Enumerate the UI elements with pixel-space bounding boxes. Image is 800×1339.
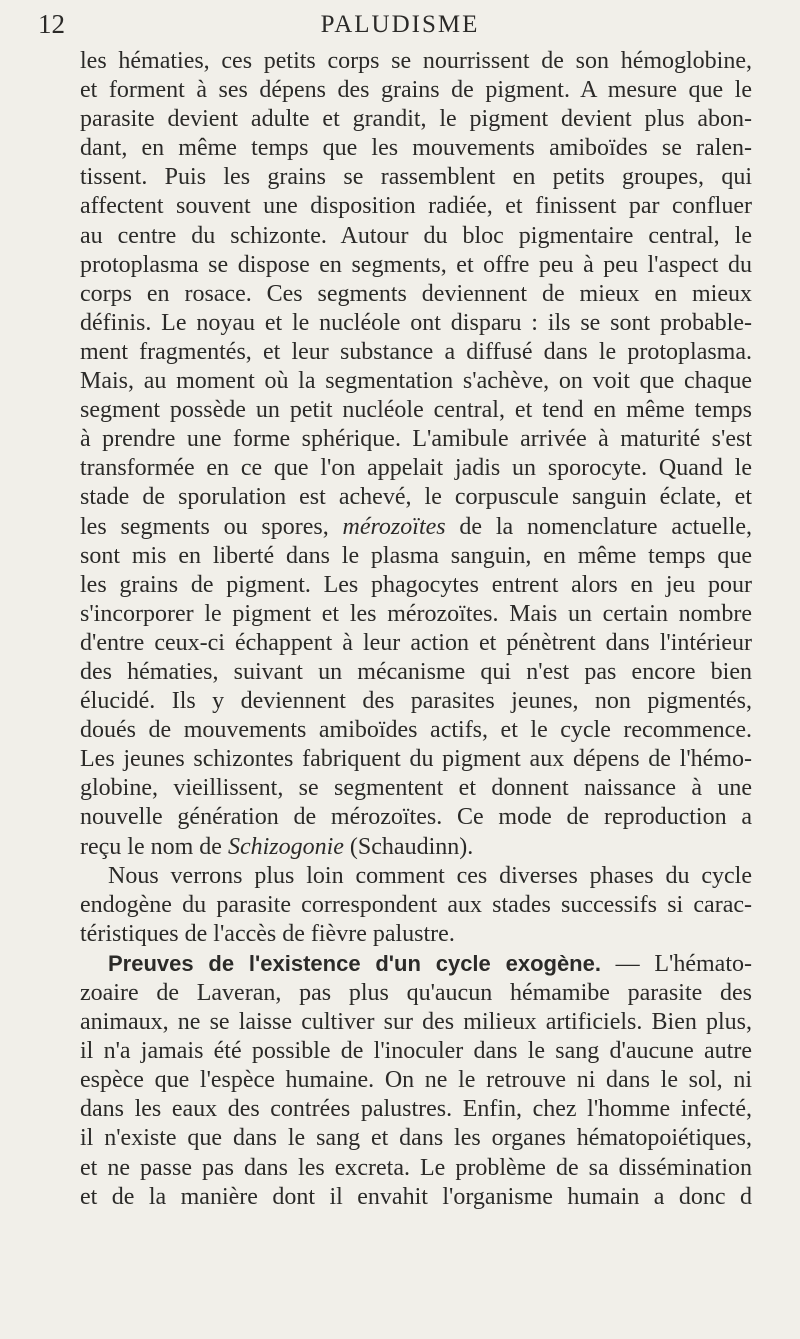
text-line: Mais, au moment où la segmentation s'achève, on voit que chaque — [80, 368, 752, 395]
text-line: et forment à ses dépens des grains de pigment. A mesure que le — [80, 77, 752, 104]
text-line: stade de sporulation est achevé, le corpuscule sanguin éclate, et — [80, 484, 752, 511]
text-line — [80, 833, 752, 862]
text-line: Nous verrons plus loin comment ces diverses phases du cycle — [108, 862, 752, 889]
text-line: d'entre ceux-ci échappent à leur action et pénètrent dans l'intérieur — [80, 629, 752, 656]
text-line: segment possède un petit nucléole central, et tend en même temps — [80, 397, 752, 424]
text-line: parasite devient adulte et grandit, le pigment devient plus abon- — [80, 106, 752, 133]
text-line: des hématies, suivant un mécanisme qui n'est pas encore bien — [80, 658, 752, 685]
page-number: 12 — [38, 9, 65, 39]
line-end: de la nomenclature actuelle, — [459, 513, 752, 540]
text-line: il n'existe que dans le sang et dans les organes hématopoiétiques, — [80, 1125, 752, 1152]
text-line: les grains de pigment. Les phagocytes entrent alors en jeu pour — [80, 571, 752, 598]
body-text — [80, 47, 752, 1212]
term-merozoites: mérozoïtes — [342, 513, 446, 540]
text-line: à prendre une forme sphérique. L'amibule arrivée à maturité s'est — [80, 426, 752, 453]
line-start: reçu le nom de — [80, 833, 222, 860]
text-line: globine, vieillissent, se segmentent et donnent naissance à une — [80, 775, 752, 802]
text-line: et ne passe pas dans les excreta. Le problème de sa dissémination — [80, 1154, 752, 1181]
text-line: les hématies, ces petits corps se nourrissent de son hémoglobine, — [80, 48, 752, 74]
text-line: endogène du parasite correspondent aux stades successifs si carac- — [80, 891, 752, 918]
section-heading: Preuves de l'existence d'un cycle exogène. — [108, 950, 601, 976]
text-line: il n'a jamais été possible de l'inoculer dans le sang d'aucune autre — [80, 1038, 752, 1065]
text-line: sont mis en liberté dans le plasma sanguin, en même temps que — [80, 542, 752, 569]
text-line: élucidé. Ils y deviennent des parasites jeunes, non pigmentés, — [80, 688, 752, 715]
section-heading-line — [80, 949, 752, 979]
text-line: dans les eaux des contrées palustres. Enfin, chez l'homme infecté, — [80, 1096, 752, 1123]
citation: (Schaudinn). — [349, 833, 474, 860]
text-line: s'incorporer le pigment et les mérozoïtes. Mais un certain nombre — [80, 600, 752, 627]
text-line: téristiques de l'accès de fièvre palustre. — [80, 920, 455, 947]
heading-continuation: — L'hémato- — [615, 950, 752, 977]
text-line: transformée en ce que l'on appelait jadis un sporocyte. Quand le — [80, 455, 752, 482]
text-line: zoaire de Laveran, pas plus qu'aucun hémamibe parasite des — [80, 980, 752, 1006]
text-line: animaux, ne se laisse cultiver sur des milieux artificiels. Bien plus, — [80, 1009, 752, 1036]
running-title: PALUDISME — [320, 11, 480, 38]
text-line: ment fragmentés, et leur substance a diffusé dans le protoplasma. — [80, 338, 752, 365]
text-line: protoplasma se dispose en segments, et offre peu à peu l'aspect du — [80, 251, 752, 278]
text-line: nouvelle génération de mérozoïtes. Ce mode de reproduction a — [80, 804, 752, 831]
term-schizogonie: Schizogonie — [227, 833, 344, 860]
text-line: et de la manière dont il envahit l'organisme humain a donc d — [80, 1183, 752, 1210]
text-line: au centre du schizonte. Autour du bloc pigmentaire central, le — [80, 222, 752, 249]
text-line — [80, 513, 752, 542]
text-line: Les jeunes schizontes fabriquent du pigment aux dépens de l'hémo- — [80, 746, 752, 773]
text-line: espèce que l'espèce humaine. On ne le retrouve ni dans le sol, ni — [80, 1067, 752, 1094]
text-line: définis. Le noyau et le nucléole ont disparu : ils se sont probable- — [80, 309, 752, 336]
text-line: dant, en même temps que les mouvements amiboïdes se ralen- — [80, 135, 752, 162]
text-line: doués de mouvements amiboïdes actifs, et le cycle recommence. — [80, 717, 752, 744]
line-start: les segments ou spores, — [80, 513, 329, 540]
text-line: affectent souvent une disposition radiée, et finissent par confluer — [80, 193, 752, 220]
text-line: tissent. Puis les grains se rassemblent en petits groupes, qui — [80, 164, 752, 191]
text-line: corps en rosace. Ces segments deviennent de mieux en mieux — [80, 280, 752, 307]
